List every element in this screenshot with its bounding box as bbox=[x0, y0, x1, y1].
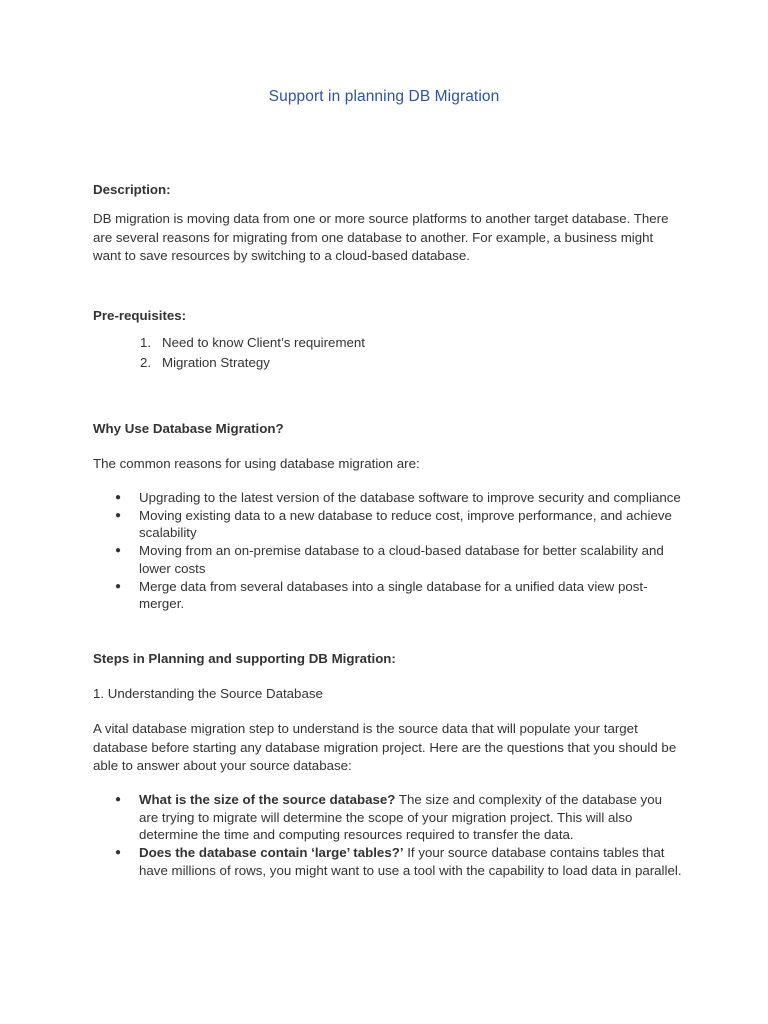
bullet-icon: ● bbox=[115, 580, 122, 592]
page-title: Support in planning DB Migration bbox=[268, 88, 500, 105]
question-label: What is the size of the source database? bbox=[139, 792, 396, 807]
why-bullet-list bbox=[93, 489, 683, 613]
prerequisites-heading: Pre-requisites: bbox=[93, 308, 187, 323]
bullet-icon: ● bbox=[115, 847, 122, 859]
bullet-icon: ● bbox=[115, 794, 122, 805]
list-item bbox=[93, 507, 683, 542]
list-item bbox=[93, 578, 683, 613]
steps-heading: Steps in Planning and supporting DB Migration: bbox=[93, 651, 396, 666]
why-intro: The common reasons for using database migration are: bbox=[93, 456, 420, 471]
step1-title: 1. Understanding the Source Database bbox=[93, 686, 323, 701]
list-item-text: Upgrading to the latest version of the database software to improve security and compliance bbox=[139, 490, 681, 505]
list-item-text: Migration Strategy bbox=[162, 355, 270, 370]
list-item-text: Moving from an on-premise database to a cloud-based database for better scalability and lower costs bbox=[139, 543, 664, 576]
list-item bbox=[93, 791, 683, 844]
question-label: Does the database contain ‘large’ tables?’ bbox=[139, 845, 404, 861]
step1-text: A vital database migration step to understand is the source data that will populate your target database before starting any database migration project. Here are the questions that you should be able to answer about your source database: bbox=[93, 721, 677, 773]
bullet-icon: ● bbox=[115, 492, 122, 503]
description-text: DB migration is moving data from one or more source platforms to another target database. There are several reasons for migrating from one database to another. For example, a business might want to save resources by switching to a cloud-based database. bbox=[93, 211, 669, 263]
description-heading: Description: bbox=[93, 182, 171, 197]
list-item-text: Need to know Client’s requirement bbox=[162, 335, 366, 350]
questions-list bbox=[93, 791, 683, 880]
question-answer: The size and complexity of the database you are trying to migrate will determine the scope of your migration project. This will also determine the time and computing resources required to transfer the data. bbox=[139, 792, 662, 843]
list-item bbox=[93, 489, 683, 507]
list-item-number: 1. bbox=[140, 335, 152, 350]
bullet-icon: ● bbox=[115, 509, 122, 521]
list-item bbox=[93, 542, 683, 577]
list-item-number: 2. bbox=[140, 355, 152, 370]
question-answer: If your source database contains tables that have millions of rows, you might want to use a tool with the capability to load data in parallel. bbox=[139, 845, 682, 878]
why-heading: Why Use Database Migration? bbox=[93, 421, 284, 436]
list-item-text: Moving existing data to a new database to reduce cost, improve performance, and achieve scalability bbox=[139, 507, 672, 541]
list-item-text: Merge data from several databases into a single database for a unified data view post-merger. bbox=[139, 578, 648, 612]
bullet-icon: ● bbox=[115, 545, 122, 557]
list-item bbox=[93, 844, 683, 879]
